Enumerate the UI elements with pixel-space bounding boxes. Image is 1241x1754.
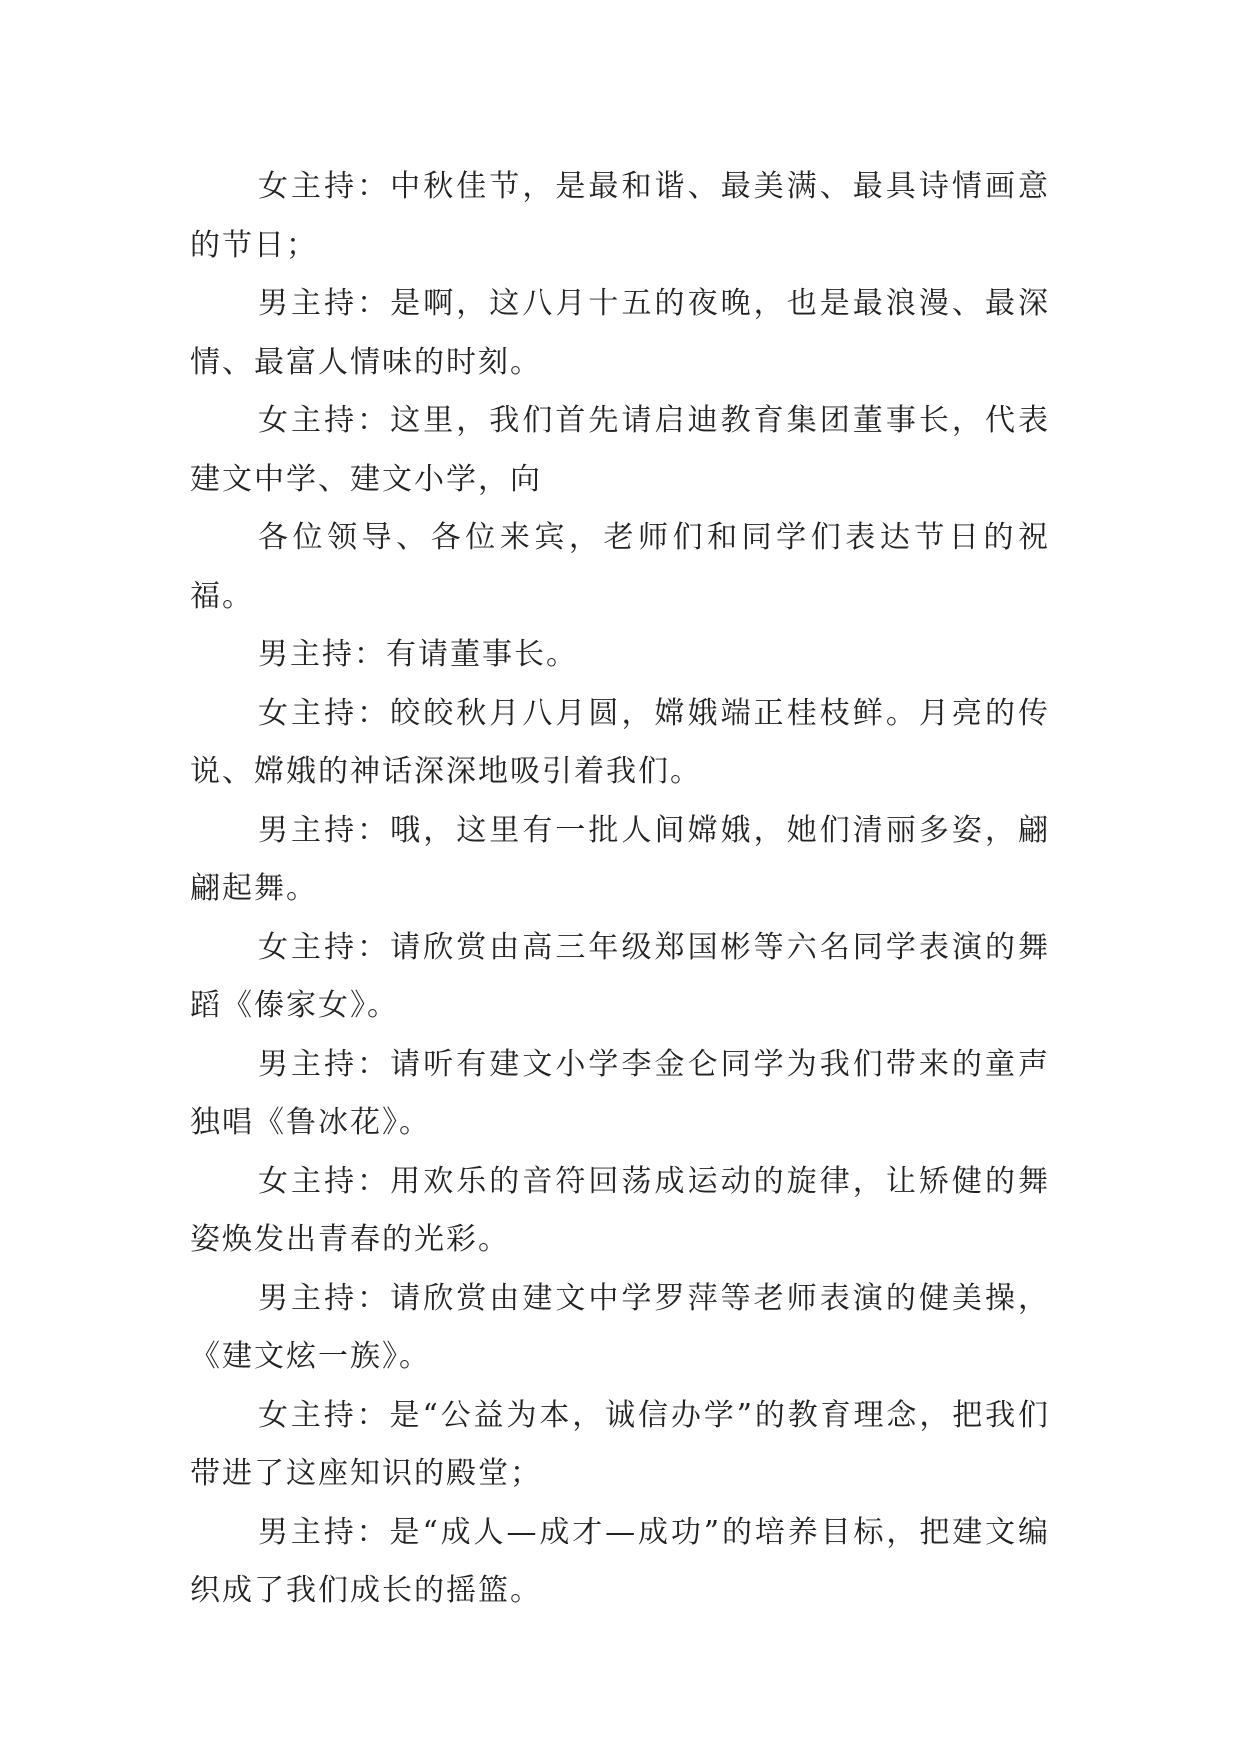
paragraph: 女主持：请欣赏由高三年级郑国彬等六名同学表演的舞蹈《傣家女》。 <box>190 929 1050 1023</box>
paragraph: 女主持：是“公益为本，诚信办学”的教育理念，把我们带进了这座知识的殿堂； <box>190 1397 1050 1491</box>
paragraph: 女主持：皎皎秋月八月圆，嫦娥端正桂枝鲜。月亮的传说、嫦娥的神话深深地吸引着我们。 <box>190 695 1050 789</box>
document-body <box>190 158 1050 1621</box>
paragraph: 女主持：中秋佳节，是最和谐、最美满、最具诗情画意的节日； <box>190 169 1050 263</box>
paragraph: 各位领导、各位来宾，老师们和同学们表达节日的祝福。 <box>190 520 1050 614</box>
paragraph: 女主持：这里，我们首先请启迪教育集团董事长，代表建文中学、建文小学，向 <box>190 403 1050 497</box>
paragraph: 女主持：用欢乐的音符回荡成运动的旋律，让矫健的舞姿焕发出青春的光彩。 <box>190 1163 1050 1257</box>
paragraph: 男主持：是啊，这八月十五的夜晚，也是最浪漫、最深情、最富人情味的时刻。 <box>190 286 1050 380</box>
paragraph: 男主持：是“成人—成才—成功”的培养目标，把建文编织成了我们成长的摇篮。 <box>190 1514 1050 1608</box>
paragraph: 男主持：有请董事长。 <box>258 637 578 672</box>
paragraph: 男主持：请欣赏由建文中学罗萍等老师表演的健美操，《建文炫一族》。 <box>190 1280 1050 1374</box>
paragraph: 男主持：哦，这里有一批人间嫦娥，她们清丽多姿，翩翩起舞。 <box>190 812 1050 906</box>
paragraph: 男主持：请听有建文小学李金仑同学为我们带来的童声独唱《鲁冰花》。 <box>190 1046 1050 1140</box>
